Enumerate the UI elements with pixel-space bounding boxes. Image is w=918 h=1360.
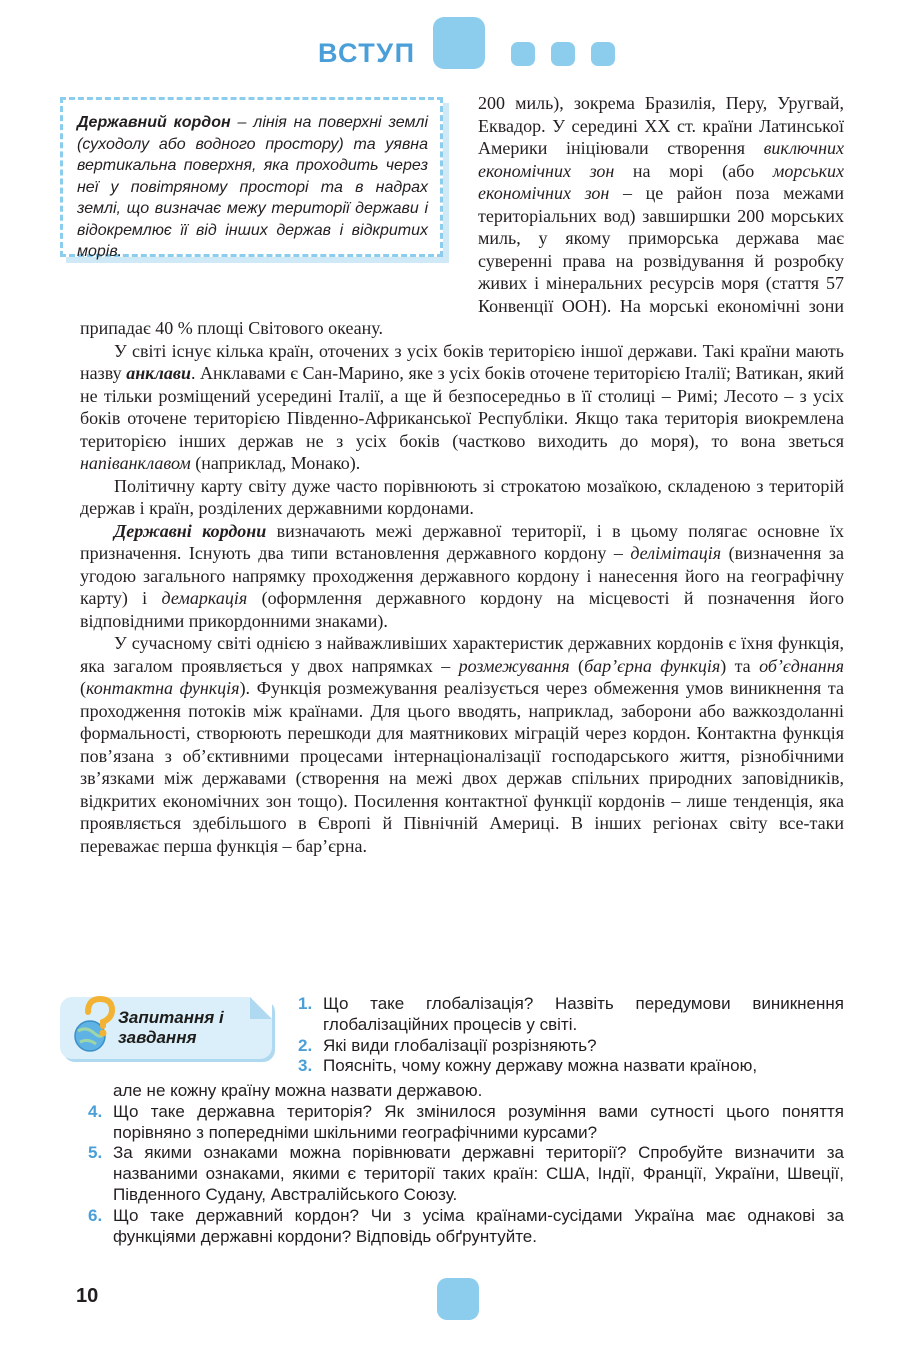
definition-box: [60, 97, 443, 260]
questions-list-top: [298, 994, 844, 1077]
decorative-square-small: [591, 42, 615, 66]
definition-text: – лінія на поверхні землі (суходолу або водного простору) та уявна вертикальна поверхня, яка проходить через неї у повітряному просторі та в надрах землі, що визначає межу території держави і відокремлює її від інших держав і відкритих морів.: [77, 114, 428, 260]
questions-list-bottom: [88, 1081, 844, 1247]
question-item: 2. Які види глобалізації розрізняють?: [298, 1035, 597, 1055]
decorative-square-small: [551, 42, 575, 66]
page-number: 10: [76, 1285, 99, 1307]
paragraph-3: Політичну карту світу дуже часто порівнюють зі строкатою мозаїкою, складеною з територій держав і країн, розділених державними кордонами.: [80, 475, 844, 518]
question-item: 4. Що таке державна територія? Як змінилося розуміння вами сутності цього поняття порівняно з попередніми шкільними географічними курсами?: [88, 1101, 844, 1142]
paragraph-2: У світі існує кілька країн, оточених з усіх боків територією іншої держави. Такі країни мають назву анклави. Анклавами є Сан-Марино, яке з усіх боків оточене територією Італії; Ватикан, який не тільки розміщений усередині Італії, а ще й безпосередньо в її столиці – Римі; Лесото – з усіх боків оточене територією Південно-Африканської Республіки. Якщо така територія виокремлена територією інших держав не з усіх боків (частково виходить до моря), то вона зветься напіванклавом (наприклад, Монако).: [80, 340, 844, 473]
questions-badge: [60, 997, 272, 1059]
definition-term: Державний кордон: [77, 114, 231, 131]
paragraph-1: 200 миль), зокрема Бразилія, Перу, Уругвай, Еквадор. У середині XX ст. країни Латинської Америки ініціювали створення виключних економічних зон на морі (або морських економічних зон – це район поза межами територіальних вод) завширшки 200 морських миль, у якому приморська держава має суверенні права на розвідування й розробку живих і мінеральних ресурсів моря (стаття 57 Конвенції ООН). На морські економічні зони припадає 40 % площі Світового океану.: [80, 93, 844, 338]
questions-badge-label: Запитання і завдання: [118, 1008, 224, 1047]
paragraph-4: Державні кордони визначають межі державної території, і в цьому полягає основне їх призначення. Існують два типи встановлення державного кордону – делімітація (визначення за угодою загального напрямку проходження державного кордону і нанесення його на географічну карту) і демаркація (оформлення державного кордону на місцевості й позначення його відповідними прикордонними знаками).: [80, 520, 844, 631]
question-mark-globe-icon: [66, 995, 122, 1055]
question-item: 5. За якими ознаками можна порівнювати державні території? Спробуйте визначити за названими ознаками, якими є території таких країн: США, Індії, Франції, України, Швеції, Південного Судану, Австралійського Союзу.: [88, 1143, 844, 1204]
paragraph-5: У сучасному світі однією з найважливіших характеристик державних кордонів є їхня функція, яка загалом проявляється у двох напрямках – розмежування (бар’єрна функція) та об’єднання (контактна функція). Функція розмежування реалізується через обмеження умов виникнення та проходження потоків між країнами. Для цього вводять, наприклад, заборони або важкоздоланні формальності, створюють перешкоди для маятникових міграцій через кордон. Контактна функція пов’язана з об’єктивними процесами інтернаціоналізації господарського життя, різнобічними зв’язками між державами (створення на межі двох держав спільних природних заповідників, відкритих економічних зон тощо). Посилення контактної функції кордонів – лише тенденція, яка проявляється здебільшого в Європі й Північній Америці. В інших регіонах світу все-таки переважає перша функція – бар’єрна.: [80, 633, 845, 856]
question-item: 1. Що таке глобалізація? Назвіть передумови виникнення глобалізаційних процесів у світі.: [298, 994, 844, 1034]
question-item: 3. Поясніть, чому кожну державу можна назвати країною,: [298, 1056, 758, 1076]
footer-decorative-square: [437, 1278, 479, 1320]
decorative-square-large: [433, 17, 485, 69]
question-item-continuation: але не кожну країну можна назвати державою.: [113, 1081, 483, 1100]
section-title: ВСТУП: [318, 38, 416, 68]
decorative-square-small: [511, 42, 535, 66]
question-item: 6. Що таке державний кордон? Чи з усіма країнами-сусідами Україна має однакові за функціями державні кордони? Відповідь обґрунтуйте.: [88, 1205, 844, 1246]
